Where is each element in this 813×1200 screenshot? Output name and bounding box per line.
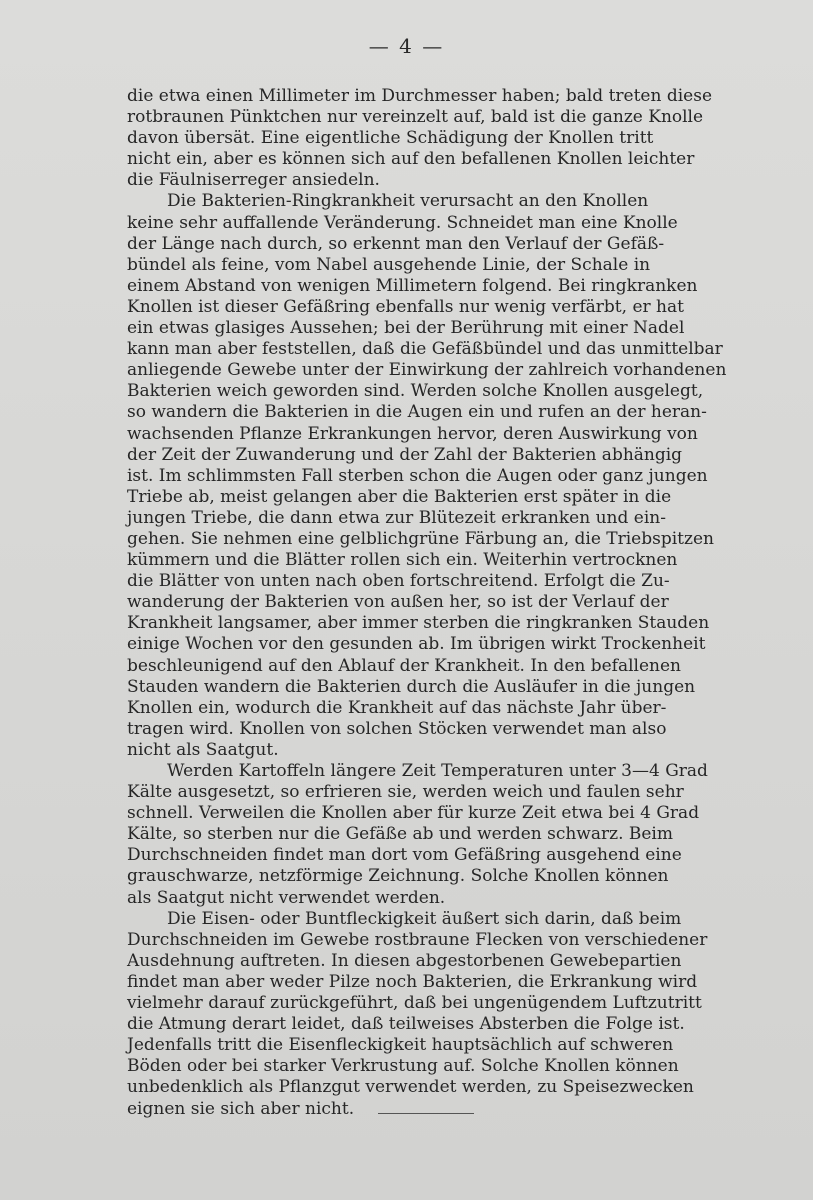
text-line: davon übersät. Eine eigentliche Schädigung der Knollen tritt <box>127 128 654 149</box>
text-line: bündel als feine, vom Nabel ausgehende Linie, der Schale in <box>127 254 651 275</box>
text-line: kümmern und die Blätter rollen sich ein. Weiterhin vertrocknen <box>127 550 678 571</box>
text-line: die Fäulniserreger ansiedeln. <box>127 170 380 191</box>
text-line: jungen Triebe, die dann etwa zur Blütezeit erkranken und ein- <box>127 507 666 528</box>
text-line: der Zeit der Zuwanderung und der Zahl der Bakterien abhängig <box>127 444 683 465</box>
text-line: der Länge nach durch, so erkennt man den Verlauf der Gefäß- <box>127 233 665 254</box>
text-line: Kälte, so sterben nur die Gefäße ab und werden schwarz. Beim <box>127 824 673 845</box>
text-line: Krankheit langsamer, aber immer sterben die ringkranken Stauden <box>127 613 710 634</box>
text-line: keine sehr auffallende Veränderung. Schneidet man eine Knolle <box>127 212 678 233</box>
text-line: vielmehr darauf zurückgeführt, daß bei ungenügendem Luftzutritt <box>127 993 702 1014</box>
page-number: — 4 — <box>368 34 445 58</box>
text-line: Kälte ausgesetzt, so erfrieren sie, werden weich und faulen sehr <box>127 782 684 803</box>
text-line: anliegende Gewebe unter der Einwirkung der zahlreich vorhandenen <box>127 360 727 381</box>
text-line: die Atmung derart leidet, daß teilweises Absterben die Folge ist. <box>127 1014 685 1035</box>
text-line: unbedenklich als Pflanzgut verwendet werden, zu Speisezwecken <box>127 1077 694 1098</box>
text-line: gehen. Sie nehmen eine gelblichgrüne Färbung an, die Triebspitzen <box>127 528 714 549</box>
text-line: Bakterien weich geworden sind. Werden solche Knollen ausgelegt, <box>127 381 704 402</box>
text-line: Die Bakterien-Ringkrankheit verursacht an den Knollen <box>167 191 649 212</box>
text-line: Knollen ist dieser Gefäßring ebenfalls nur wenig verfärbt, er hat <box>127 296 684 317</box>
text-line: Stauden wandern die Bakterien durch die Ausläufer in die jungen <box>127 676 696 697</box>
text-line: tragen wird. Knollen von solchen Stöcken verwendet man also <box>127 718 667 739</box>
text-line: nicht als Saatgut. <box>127 739 279 760</box>
text-line: ist. Im schlimmsten Fall sterben schon die Augen oder ganz jungen <box>127 465 708 486</box>
text-line: Die Eisen- oder Buntfleckigkeit äußert sich darin, daß beim <box>167 908 682 929</box>
text-line: die etwa einen Millimeter im Durchmesser haben; bald treten diese <box>127 86 713 106</box>
text-line: einige Wochen vor den gesunden ab. Im übrigen wirkt Trockenheit <box>127 634 706 655</box>
text-line: schnell. Verweilen die Knollen aber für kurze Zeit etwa bei 4 Grad <box>127 803 700 824</box>
text-line: einem Abstand von wenigen Millimetern folgend. Bei ringkranken <box>127 275 698 296</box>
text-line: Jedenfalls tritt die Eisenfleckigkeit hauptsächlich auf schweren <box>127 1035 674 1056</box>
text-line: wanderung der Bakterien von außen her, so ist der Verlauf der <box>127 592 669 613</box>
text-line: rotbraunen Pünktchen nur vereinzelt auf, bald ist die ganze Knolle <box>127 107 704 128</box>
text-line: findet man aber weder Pilze noch Bakterien, die Erkrankung wird <box>127 971 698 992</box>
text-line: Knollen ein, wodurch die Krankheit auf das nächste Jahr über- <box>127 697 667 718</box>
text-line: grauschwarze, netzförmige Zeichnung. Solche Knollen können <box>127 866 669 887</box>
text-line: Durchschneiden im Gewebe rostbraune Flecken von verschiedener <box>127 929 708 950</box>
text-line: Durchschneiden findet man dort vom Gefäßring ausgehend eine <box>127 845 682 866</box>
text-line: beschleunigend auf den Ablauf der Krankheit. In den befallenen <box>127 655 681 676</box>
text-line: die Blätter von unten nach oben fortschreitend. Erfolgt die Zu- <box>127 571 670 592</box>
text-line: ein etwas glasiges Aussehen; bei der Berührung mit einer Nadel <box>127 318 685 339</box>
text-line: eignen sie sich aber nicht. <box>127 1098 355 1119</box>
text-line: kann man aber feststellen, daß die Gefäßbündel und das unmittelbar <box>127 339 723 360</box>
text-line: Böden oder bei starker Verkrustung auf. Solche Knollen können <box>127 1056 679 1077</box>
text-line: nicht ein, aber es können sich auf den befallenen Knollen leichter <box>127 149 695 170</box>
text-line: Ausdehnung auftreten. In diesen abgestorbenen Gewebepartien <box>127 950 682 971</box>
text-line: als Saatgut nicht verwendet werden. <box>127 887 446 908</box>
text-line: Triebe ab, meist gelangen aber die Bakterien erst später in die <box>127 486 672 507</box>
text-line: Werden Kartoffeln längere Zeit Temperaturen unter 3—4 Grad <box>167 761 708 781</box>
text-line: so wandern die Bakterien in die Augen ein und rufen an der heran- <box>127 402 707 423</box>
end-rule <box>378 1113 474 1114</box>
body-text <box>127 86 727 1120</box>
text-line: wachsenden Pflanze Erkrankungen hervor, deren Auswirkung von <box>127 423 698 444</box>
